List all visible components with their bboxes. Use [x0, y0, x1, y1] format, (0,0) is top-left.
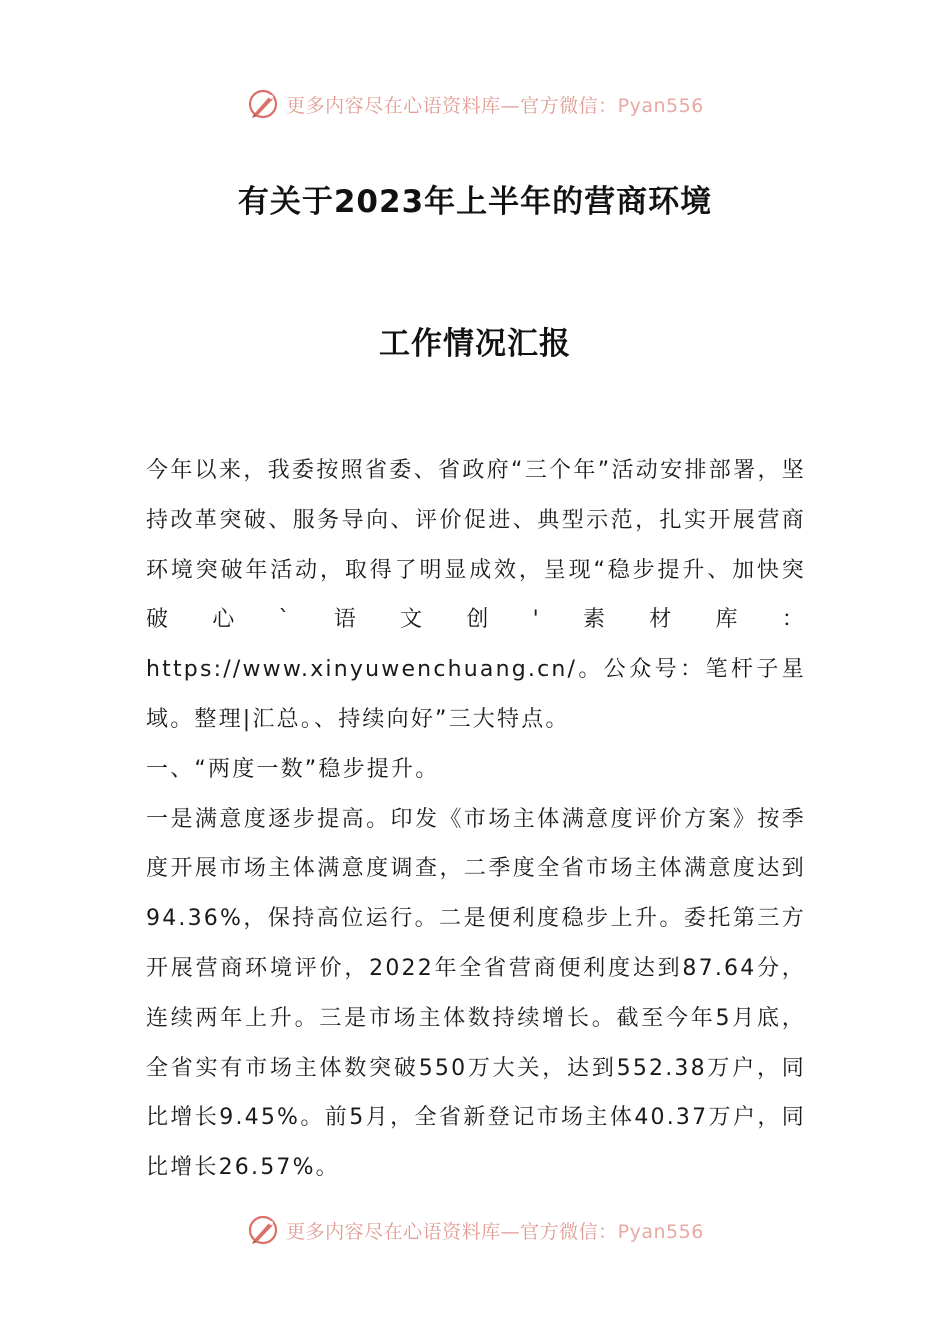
document-title-line-1: 有关于2023年上半年的营商环境 — [237, 184, 713, 220]
section-heading-1: 一、“两度一数”稳步提升。 — [146, 756, 440, 782]
watermark-footer — [0, 1210, 950, 1250]
paragraph-intro: 今年以来，我委按照省委、省政府“三个年”活动安排部署，坚持改革突破、服务导向、评价促进、典型示范，扎实开展营商环境突破年活动，取得了明显成效，呈现“稳步提升、加快突破心`语文创'素材库：https://www.xinyuwenchuang.cn/。公众号：笔杆子星域。整理|汇总。、持续向好”三大特点。 — [146, 458, 806, 732]
watermark-text: 更多内容尽在心语资料库—官方微信：Pyan556 — [286, 94, 704, 117]
watermark-header — [0, 84, 950, 124]
pen-logo-icon — [246, 1213, 280, 1247]
paragraph-details: 一是满意度逐步提高。印发《市场主体满意度评价方案》按季度开展市场主体满意度调查，二季度全省市场主体满意度达到94.36%，保持高位运行。二是便利度稳步上升。委托第三方开展营商环境评价，2022年全省营商便利度达到87.64分，连续两年上升。三是市场主体数持续增长。截至今年5月底，全省实有市场主体数突破550万大关，达到552.38万户，同比增长9.45%。前5月，全省新登记市场主体40.37万户，同比增长26.57%。 — [146, 806, 806, 1181]
document-body — [146, 446, 806, 1193]
document-title-line-2: 工作情况汇报 — [379, 326, 571, 362]
watermark-text: 更多内容尽在心语资料库—官方微信：Pyan556 — [286, 1220, 704, 1243]
pen-logo-icon — [246, 87, 280, 121]
